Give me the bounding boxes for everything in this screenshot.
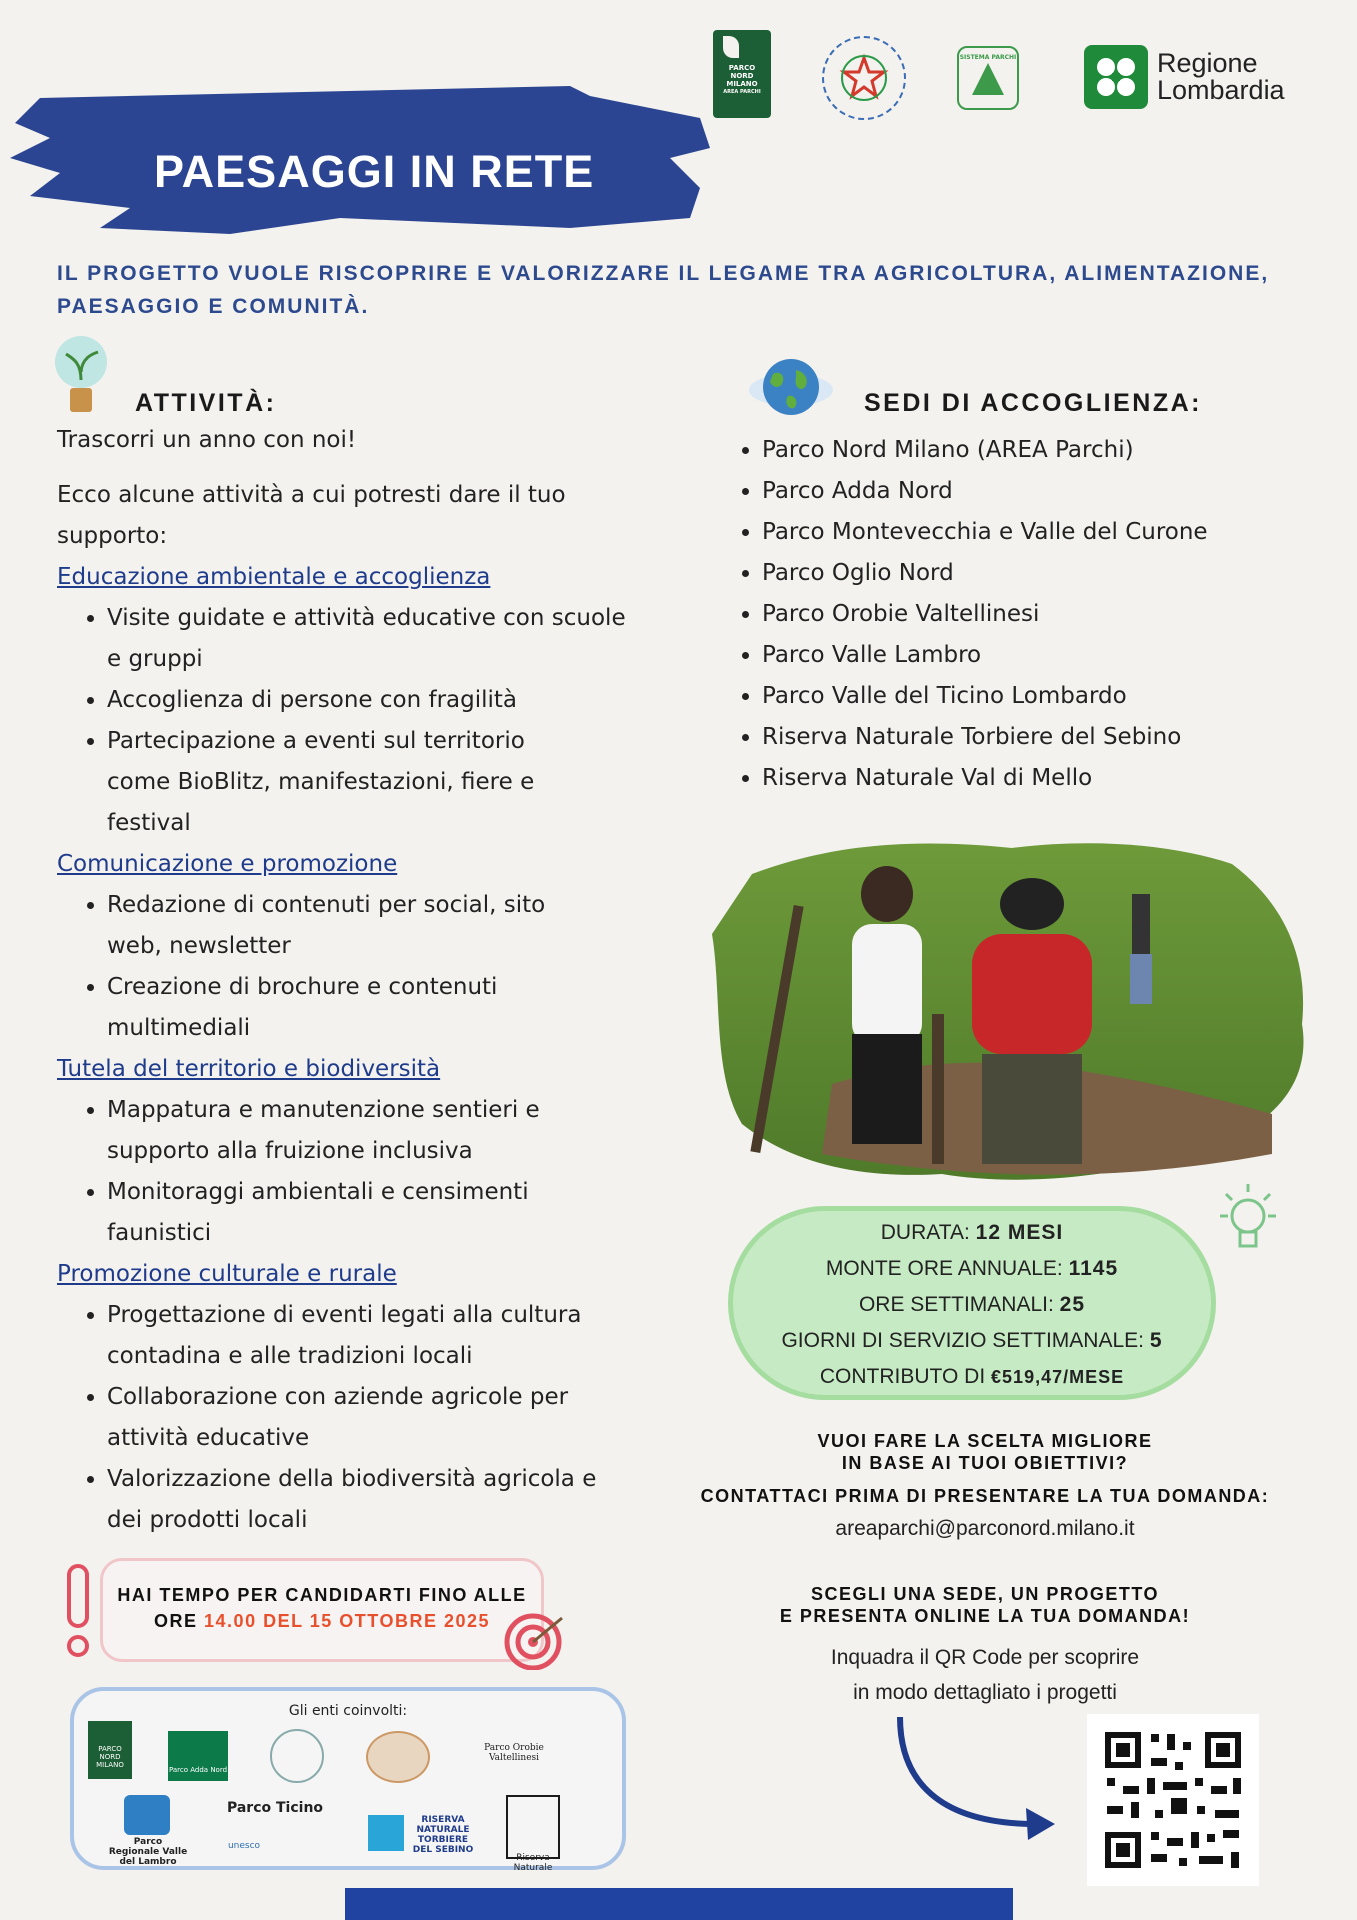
volunteers-photo bbox=[712, 834, 1310, 1186]
partner-logo: Parco Orobie Valtellinesi bbox=[484, 1743, 544, 1763]
section-title-comunicazione: Comunicazione e promozione bbox=[57, 851, 398, 877]
partner-logo: RISERVA NATURALE TORBIERE DEL SEBINO bbox=[412, 1815, 474, 1855]
partner-logo: Parco Adda Nord bbox=[168, 1731, 228, 1781]
section-title-educazione: Educazione ambientale e accoglienza bbox=[57, 564, 491, 590]
partners-box bbox=[70, 1687, 626, 1873]
list-item: • Monitoraggi ambientali e censimenti faunistici bbox=[107, 1172, 587, 1254]
list-item: • Parco Montevecchia e Valle del Curone bbox=[762, 512, 1208, 553]
page-title: PAESAGGI IN RETE bbox=[154, 146, 595, 197]
durata-value: 12 MESI bbox=[975, 1221, 1064, 1244]
attivita-column bbox=[57, 420, 657, 1541]
target-icon bbox=[500, 1610, 570, 1670]
ore-settimanali-value: 25 bbox=[1059, 1293, 1086, 1316]
attivita-lead: Trascorri un anno con noi! bbox=[57, 427, 357, 453]
contact-prompt: CONTATTACI PRIMA DI PRESENTARE LA TUA DOMANDA: bbox=[700, 1486, 1270, 1506]
contributo-value: €519,47/MESE bbox=[991, 1367, 1125, 1387]
giorni-value: 5 bbox=[1149, 1329, 1163, 1352]
list-item: • Parco Valle del Ticino Lombardo bbox=[762, 676, 1208, 717]
list-item: • Parco Valle Lambro bbox=[762, 635, 1208, 676]
list-item: • Parco Orobie Valtellinesi bbox=[762, 594, 1208, 635]
section-title-promozione: Promozione culturale e rurale bbox=[57, 1261, 397, 1287]
partner-logo: PARCO NORD MILANO bbox=[88, 1721, 132, 1779]
sedi-list bbox=[730, 430, 1208, 799]
partner-logo: Parco Ticino bbox=[226, 1800, 324, 1816]
partner-logo: Riserva Naturale bbox=[506, 1795, 560, 1859]
globe-icon bbox=[748, 356, 834, 418]
list-item: • Riserva Naturale Val di Mello bbox=[762, 758, 1208, 799]
monte-ore-value: 1145 bbox=[1068, 1257, 1119, 1280]
list-item: • Accoglienza di persone con fragilità bbox=[107, 680, 657, 721]
deadline-date: 14.00 DEL 15 OTTOBRE 2025 bbox=[204, 1611, 490, 1631]
qr-code[interactable] bbox=[1087, 1714, 1259, 1886]
contact-email[interactable]: areaparchi@parconord.milano.it bbox=[835, 1517, 1135, 1540]
monte-ore-label: MONTE ORE ANNUALE: bbox=[825, 1257, 1063, 1280]
partners-title: Gli enti coinvolti: bbox=[288, 1703, 408, 1719]
list-item: • Parco Nord Milano (AREA Parchi) bbox=[762, 430, 1208, 471]
parco-nord-logo: PARCO NORD MILANO AREA PARCHI bbox=[713, 30, 771, 118]
partner-logo-badge bbox=[368, 1815, 404, 1851]
list-item: • Parco Adda Nord bbox=[762, 471, 1208, 512]
list-item: • Mappatura e manutenzione sentieri e supporto alla fruizione inclusiva bbox=[107, 1090, 607, 1172]
regione-lombardia-logo bbox=[1084, 45, 1148, 109]
lightbulb-plant-icon bbox=[52, 332, 110, 418]
deadline-line1: HAI TEMPO PER CANDIDARTI FINO ALLE bbox=[117, 1585, 527, 1605]
apply-cta: SCEGLI UNA SEDE, UN PROGETTO E PRESENTA ONLINE LA TUA DOMANDA! bbox=[779, 1584, 1191, 1626]
deadline-box bbox=[100, 1558, 544, 1662]
deadline-line2: ORE 14.00 DEL 15 OTTOBRE 2025 bbox=[154, 1611, 490, 1631]
arrow-icon bbox=[890, 1712, 1060, 1852]
partner-logo-badge bbox=[270, 1729, 324, 1783]
giorni-label: GIORNI DI SERVIZIO SETTIMANALE: bbox=[781, 1329, 1144, 1352]
qr-instruction: Inquadra il QR Code per scoprire in modo dettagliato i progetti bbox=[830, 1646, 1140, 1704]
list-item: • Parco Oglio Nord bbox=[762, 553, 1208, 594]
durata-label: DURATA: bbox=[880, 1221, 970, 1244]
exclamation-icon bbox=[64, 1562, 92, 1662]
sistema-parchi-logo: SISTEMA PARCHI bbox=[957, 46, 1019, 110]
partner-logo: unesco bbox=[227, 1841, 261, 1851]
servizio-civile-logo bbox=[822, 36, 906, 120]
attivita-support: Ecco alcune attività a cui potresti dare il tuo supporto: bbox=[57, 482, 566, 549]
list-item: • Redazione di contenuti per social, sito web, newsletter bbox=[107, 885, 607, 967]
sedi-heading: SEDI DI ACCOGLIENZA: bbox=[864, 389, 1202, 417]
contact-question: VUOI FARE LA SCELTA MIGLIORE IN BASE AI TUOI OBIETTIVI? bbox=[817, 1431, 1153, 1473]
list-item: • Partecipazione a eventi sul territorio come BioBlitz, manifestazioni, fiere e festival bbox=[107, 721, 577, 844]
ore-settimanali-label: ORE SETTIMANALI: bbox=[858, 1293, 1054, 1316]
list-item: • Progettazione di eventi legati alla cultura contadina e alle tradizioni locali bbox=[107, 1295, 647, 1377]
list-item: • Visite guidate e attività educative con scuole e gruppi bbox=[107, 598, 627, 680]
regione-lombardia-text: Regione Lombardia bbox=[1157, 48, 1285, 105]
list-item: • Riserva Naturale Torbiere del Sebino bbox=[762, 717, 1208, 758]
section-title-tutela: Tutela del territorio e biodiversità bbox=[57, 1056, 441, 1082]
intro-text: IL PROGETTO VUOLE RISCOPRIRE E VALORIZZARE IL LEGAME TRA AGRICOLTURA, ALIMENTAZIONE, PAESAGGIO E COMUNITÀ. bbox=[57, 262, 1270, 318]
info-panel bbox=[728, 1206, 1216, 1400]
contributo-label: CONTRIBUTO DI bbox=[819, 1365, 986, 1388]
attivita-heading: ATTIVITÀ: bbox=[135, 389, 277, 417]
list-item: • Valorizzazione della biodiversità agricola e dei prodotti locali bbox=[107, 1459, 637, 1541]
partner-logo: Parco Regionale Valle del Lambro bbox=[108, 1837, 188, 1867]
list-item: • Collaborazione con aziende agricole per attività educative bbox=[107, 1377, 607, 1459]
partner-logo-badge bbox=[124, 1795, 170, 1835]
idea-icon bbox=[1210, 1180, 1286, 1260]
bottom-bar bbox=[345, 1888, 1013, 1920]
partner-logo-badge bbox=[366, 1731, 430, 1783]
list-item: • Creazione di brochure e contenuti multimediali bbox=[107, 967, 567, 1049]
